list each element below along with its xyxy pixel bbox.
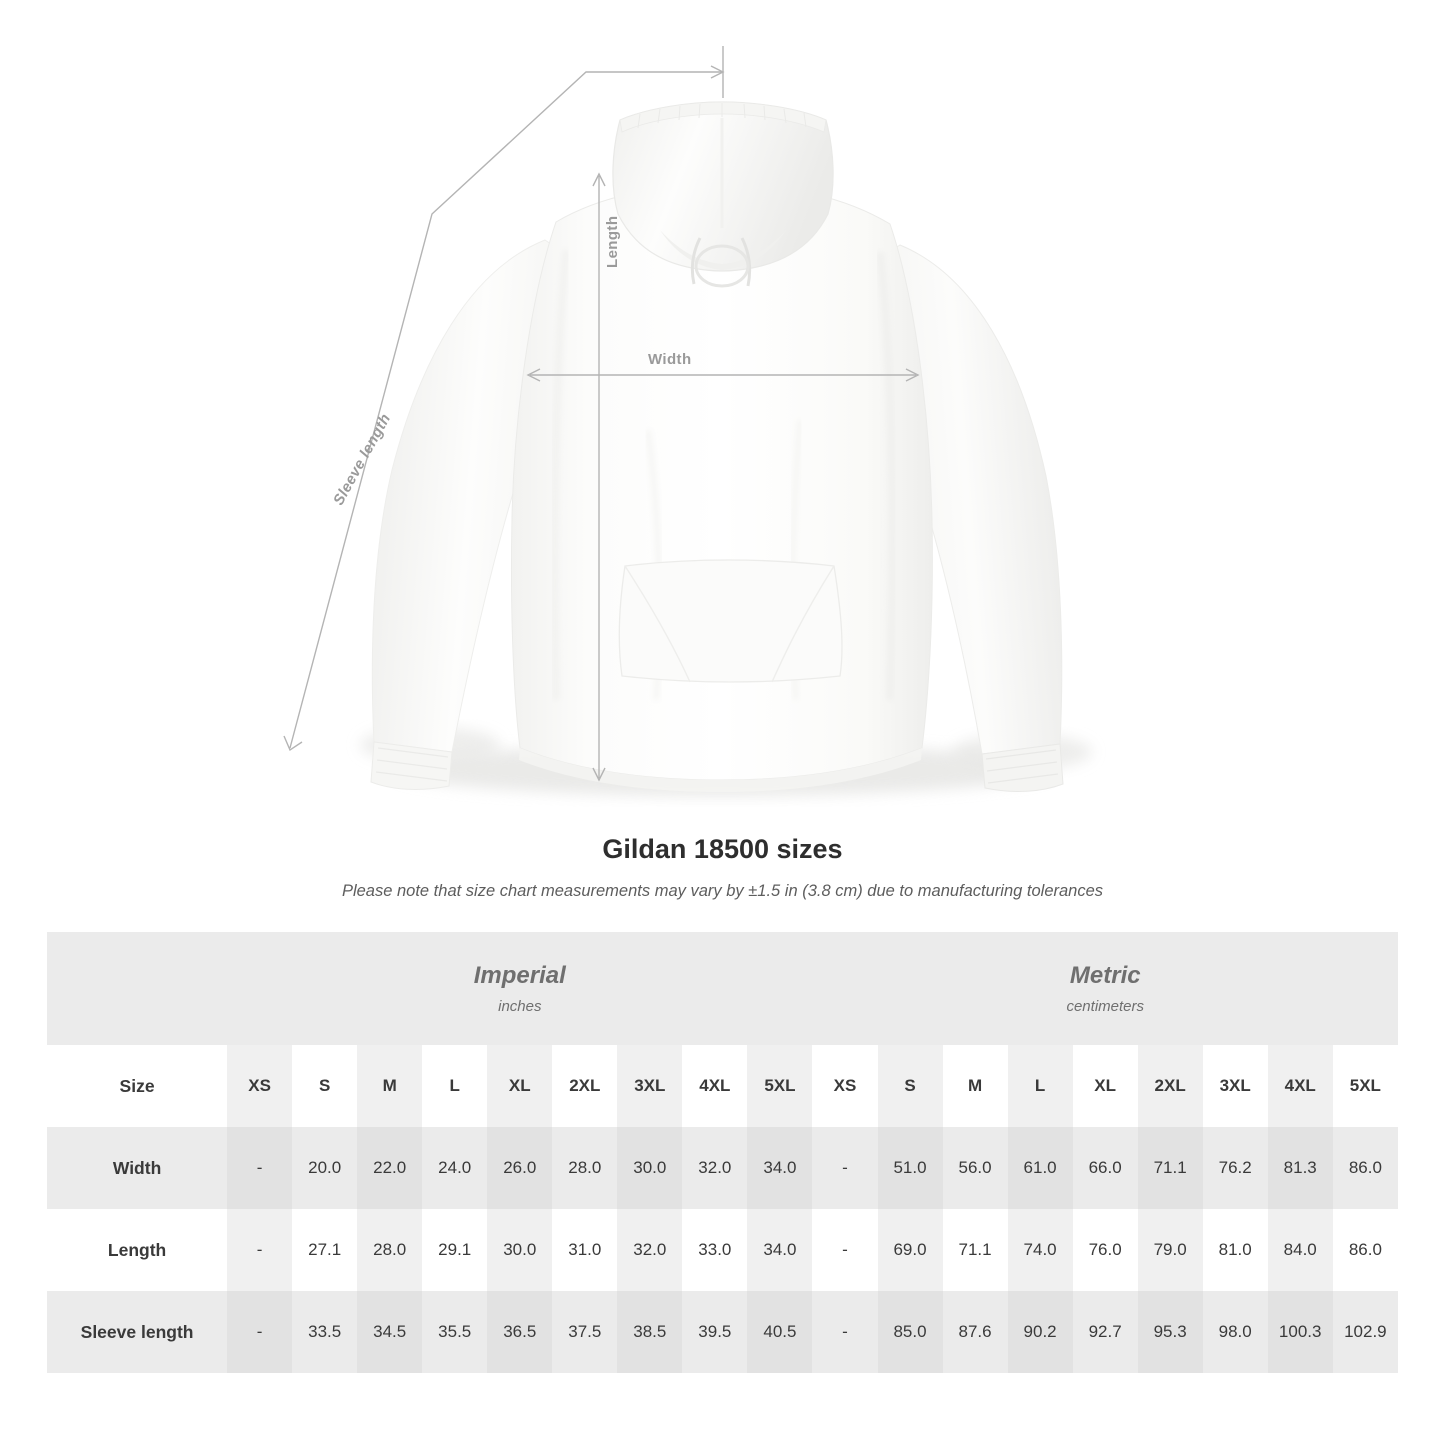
cell-sleeve-met-xl: 92.7 xyxy=(1073,1291,1138,1373)
cell-length-met-xl: 76.0 xyxy=(1073,1209,1138,1291)
size-header-met-3xl: 3XL xyxy=(1203,1045,1268,1127)
cell-width-met-xs: - xyxy=(812,1127,877,1209)
cell-length-imp-5xl: 34.0 xyxy=(747,1209,812,1291)
size-header-met-xl: XL xyxy=(1073,1045,1138,1127)
size-header-imp-4xl: 4XL xyxy=(682,1045,747,1127)
cell-width-imp-xl: 26.0 xyxy=(487,1127,552,1209)
size-header-imp-xs: XS xyxy=(227,1045,292,1127)
cell-width-imp-s: 20.0 xyxy=(292,1127,357,1209)
size-header-met-l: L xyxy=(1008,1045,1073,1127)
unit-metric-name: Metric xyxy=(1069,962,1141,990)
cell-length-met-m: 71.1 xyxy=(943,1209,1008,1291)
row-label-sleeve-length: Sleeve length xyxy=(47,1291,227,1373)
unit-imperial-sub: inches xyxy=(498,997,542,1015)
size-header-met-2xl: 2XL xyxy=(1138,1045,1203,1127)
cell-length-imp-xs: - xyxy=(227,1209,292,1291)
page-title: Gildan 18500 sizes xyxy=(602,834,843,864)
cell-sleeve-met-l: 90.2 xyxy=(1008,1291,1073,1373)
cell-length-imp-3xl: 32.0 xyxy=(617,1209,682,1291)
cell-width-met-5xl: 86.0 xyxy=(1333,1127,1398,1209)
cell-width-met-xl: 66.0 xyxy=(1073,1127,1138,1209)
cell-width-met-s: 51.0 xyxy=(878,1127,943,1209)
size-chart-table-wrap xyxy=(47,932,1398,1373)
tolerance-note: Please note that size chart measurements may vary by ±1.5 in (3.8 cm) due to manufacturing tolerances xyxy=(341,882,1104,900)
unit-header-spacer xyxy=(47,932,227,1045)
cell-width-imp-5xl: 34.0 xyxy=(747,1127,812,1209)
row-label-width: Width xyxy=(47,1127,227,1209)
size-header-met-s: S xyxy=(878,1045,943,1127)
cell-sleeve-met-3xl: 98.0 xyxy=(1203,1291,1268,1373)
cell-width-imp-m: 22.0 xyxy=(357,1127,422,1209)
table-row xyxy=(47,1291,1398,1373)
row-label-header: Size xyxy=(47,1045,227,1127)
unit-imperial xyxy=(227,932,812,1045)
size-header-met-5xl: 5XL xyxy=(1333,1045,1398,1127)
size-header-imp-l: L xyxy=(422,1045,487,1127)
size-header-imp-s: S xyxy=(292,1045,357,1127)
cell-width-met-m: 56.0 xyxy=(943,1127,1008,1209)
width-label: Width xyxy=(648,351,692,368)
cell-width-imp-2xl: 28.0 xyxy=(552,1127,617,1209)
unit-imperial-name: Imperial xyxy=(473,962,566,990)
cell-length-met-xs: - xyxy=(812,1209,877,1291)
cell-length-imp-xl: 30.0 xyxy=(487,1209,552,1291)
cell-sleeve-imp-5xl: 40.5 xyxy=(747,1291,812,1373)
cell-sleeve-imp-xl: 36.5 xyxy=(487,1291,552,1373)
size-header-imp-3xl: 3XL xyxy=(617,1045,682,1127)
size-header-imp-2xl: 2XL xyxy=(552,1045,617,1127)
size-header-imp-5xl: 5XL xyxy=(747,1045,812,1127)
row-label-length: Length xyxy=(47,1209,227,1291)
unit-metric-sub: centimeters xyxy=(1066,997,1144,1015)
cell-sleeve-imp-m: 34.5 xyxy=(357,1291,422,1373)
size-header-met-4xl: 4XL xyxy=(1268,1045,1333,1127)
size-header-row xyxy=(47,1045,1398,1127)
cell-length-met-5xl: 86.0 xyxy=(1333,1209,1398,1291)
cell-width-met-3xl: 76.2 xyxy=(1203,1127,1268,1209)
size-header-met-xs: XS xyxy=(812,1045,877,1127)
cell-length-imp-m: 28.0 xyxy=(357,1209,422,1291)
cell-length-imp-2xl: 31.0 xyxy=(552,1209,617,1291)
cell-length-met-s: 69.0 xyxy=(878,1209,943,1291)
cell-length-imp-s: 27.1 xyxy=(292,1209,357,1291)
cell-sleeve-met-5xl: 102.9 xyxy=(1333,1291,1398,1373)
cell-width-imp-4xl: 32.0 xyxy=(682,1127,747,1209)
cell-width-imp-3xl: 30.0 xyxy=(617,1127,682,1209)
length-label: Length xyxy=(604,215,621,268)
size-chart-table xyxy=(47,932,1398,1373)
cell-sleeve-imp-s: 33.5 xyxy=(292,1291,357,1373)
cell-length-met-3xl: 81.0 xyxy=(1203,1209,1268,1291)
title-block xyxy=(0,834,1445,901)
cell-sleeve-met-2xl: 95.3 xyxy=(1138,1291,1203,1373)
sleeve-length-label: Sleeve length xyxy=(330,410,395,509)
cell-length-met-l: 74.0 xyxy=(1008,1209,1073,1291)
cell-sleeve-met-s: 85.0 xyxy=(878,1291,943,1373)
unit-header-row xyxy=(47,932,1398,1045)
table-row xyxy=(47,1209,1398,1291)
cell-sleeve-imp-l: 35.5 xyxy=(422,1291,487,1373)
size-header-met-m: M xyxy=(943,1045,1008,1127)
cell-sleeve-imp-xs: - xyxy=(227,1291,292,1373)
cell-width-met-l: 61.0 xyxy=(1008,1127,1073,1209)
cell-sleeve-met-xs: - xyxy=(812,1291,877,1373)
cell-sleeve-met-4xl: 100.3 xyxy=(1268,1291,1333,1373)
size-header-imp-m: M xyxy=(357,1045,422,1127)
cell-width-met-2xl: 71.1 xyxy=(1138,1127,1203,1209)
size-header-imp-xl: XL xyxy=(487,1045,552,1127)
cell-width-met-4xl: 81.3 xyxy=(1268,1127,1333,1209)
cell-sleeve-imp-4xl: 39.5 xyxy=(682,1291,747,1373)
table-row xyxy=(47,1127,1398,1209)
cell-length-met-2xl: 79.0 xyxy=(1138,1209,1203,1291)
cell-sleeve-imp-3xl: 38.5 xyxy=(617,1291,682,1373)
cell-length-imp-l: 29.1 xyxy=(422,1209,487,1291)
cell-sleeve-imp-2xl: 37.5 xyxy=(552,1291,617,1373)
cell-width-imp-l: 24.0 xyxy=(422,1127,487,1209)
cell-length-imp-4xl: 33.0 xyxy=(682,1209,747,1291)
cell-width-imp-xs: - xyxy=(227,1127,292,1209)
cell-sleeve-met-m: 87.6 xyxy=(943,1291,1008,1373)
cell-length-met-4xl: 84.0 xyxy=(1268,1209,1333,1291)
unit-metric xyxy=(812,932,1398,1045)
